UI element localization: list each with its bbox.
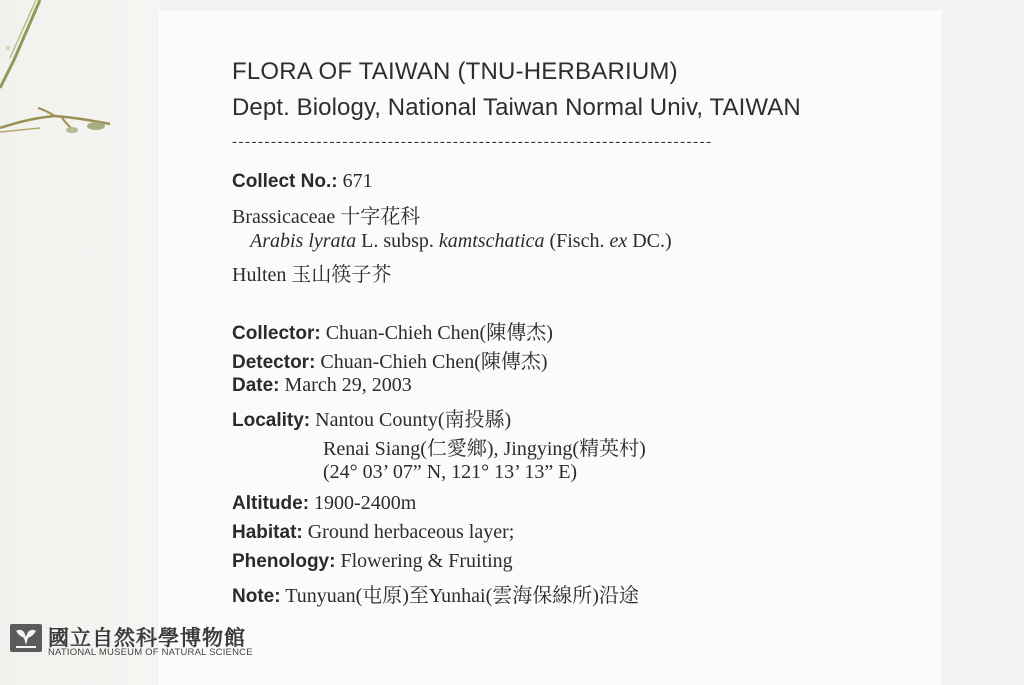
museum-name-chinese: 國立自然科學博物館 <box>48 626 246 650</box>
species-name: Arabis lyrata <box>250 230 357 252</box>
herbarium-sheet-right <box>940 0 1024 685</box>
collect-no-value: 671 <box>337 170 373 192</box>
label-header-title: FLORA OF TAIWAN (TNU-HERBARIUM) <box>232 58 678 85</box>
phenology-value: Flowering & Fruiting <box>335 550 513 572</box>
locality-key: Locality: <box>232 410 311 431</box>
collector-row <box>232 316 553 345</box>
detector-value: Chuan-Chieh Chen(陳傳杰) <box>315 351 548 373</box>
collector-key: Collector: <box>232 323 321 344</box>
label-header-institution: Dept. Biology, National Taiwan Normal Univ, TAIWAN <box>232 94 801 121</box>
note-key: Note: <box>232 586 281 607</box>
date-key: Date: <box>232 375 280 396</box>
locality-coordinates: (24° 03’ 07” N, 121° 13’ 13” E) <box>323 461 578 483</box>
plant-specimen-image <box>0 0 130 160</box>
museum-emblem-icon <box>10 624 42 652</box>
detector-row <box>232 345 548 374</box>
species-author2-post: DC.) <box>627 230 672 252</box>
locality-value: Nantou County(南投縣) <box>310 409 512 431</box>
habitat-row <box>232 521 514 544</box>
museum-name-english: NATIONAL MUSEUM OF NATURAL SCIENCE <box>48 647 253 658</box>
date-value: March 29, 2003 <box>279 374 412 396</box>
phenology-row <box>232 550 513 573</box>
collector-value: Chuan-Chieh Chen(陳傳杰) <box>320 322 553 344</box>
phenology-key: Phenology: <box>232 551 336 572</box>
habitat-value: Ground herbaceous layer; <box>302 521 515 543</box>
note-row <box>232 579 639 608</box>
subspecies-name: kamtschatica <box>438 230 545 252</box>
altitude-key: Altitude: <box>232 493 310 514</box>
specimen-label <box>158 10 942 685</box>
collect-no-key: Collect No.: <box>232 171 338 192</box>
altitude-row <box>232 492 416 515</box>
altitude-value: 1900-2400m <box>309 492 417 514</box>
divider: -------------------------------------------------------------------------- <box>232 134 713 150</box>
species-row-2: Hulten 玉山筷子芥 <box>232 264 392 286</box>
family-row: Brassicaceae 十字花科 <box>232 206 421 228</box>
date-row <box>232 374 412 397</box>
habitat-key: Habitat: <box>232 522 303 543</box>
collect-no-row <box>232 170 373 193</box>
species-ex: ex <box>609 230 628 252</box>
species-author: L. subsp. <box>356 230 439 252</box>
locality-line-2: Renai Siang(仁愛鄉), Jingying(精英村) <box>323 438 646 460</box>
species-row <box>250 230 672 253</box>
museum-logo <box>10 622 270 662</box>
species-author2-pre: (Fisch. <box>544 230 610 252</box>
detector-key: Detector: <box>232 352 316 373</box>
note-value: Tunyuan(屯原)至Yunhai(雲海保線所)沿途 <box>280 585 639 607</box>
locality-row <box>232 403 511 432</box>
